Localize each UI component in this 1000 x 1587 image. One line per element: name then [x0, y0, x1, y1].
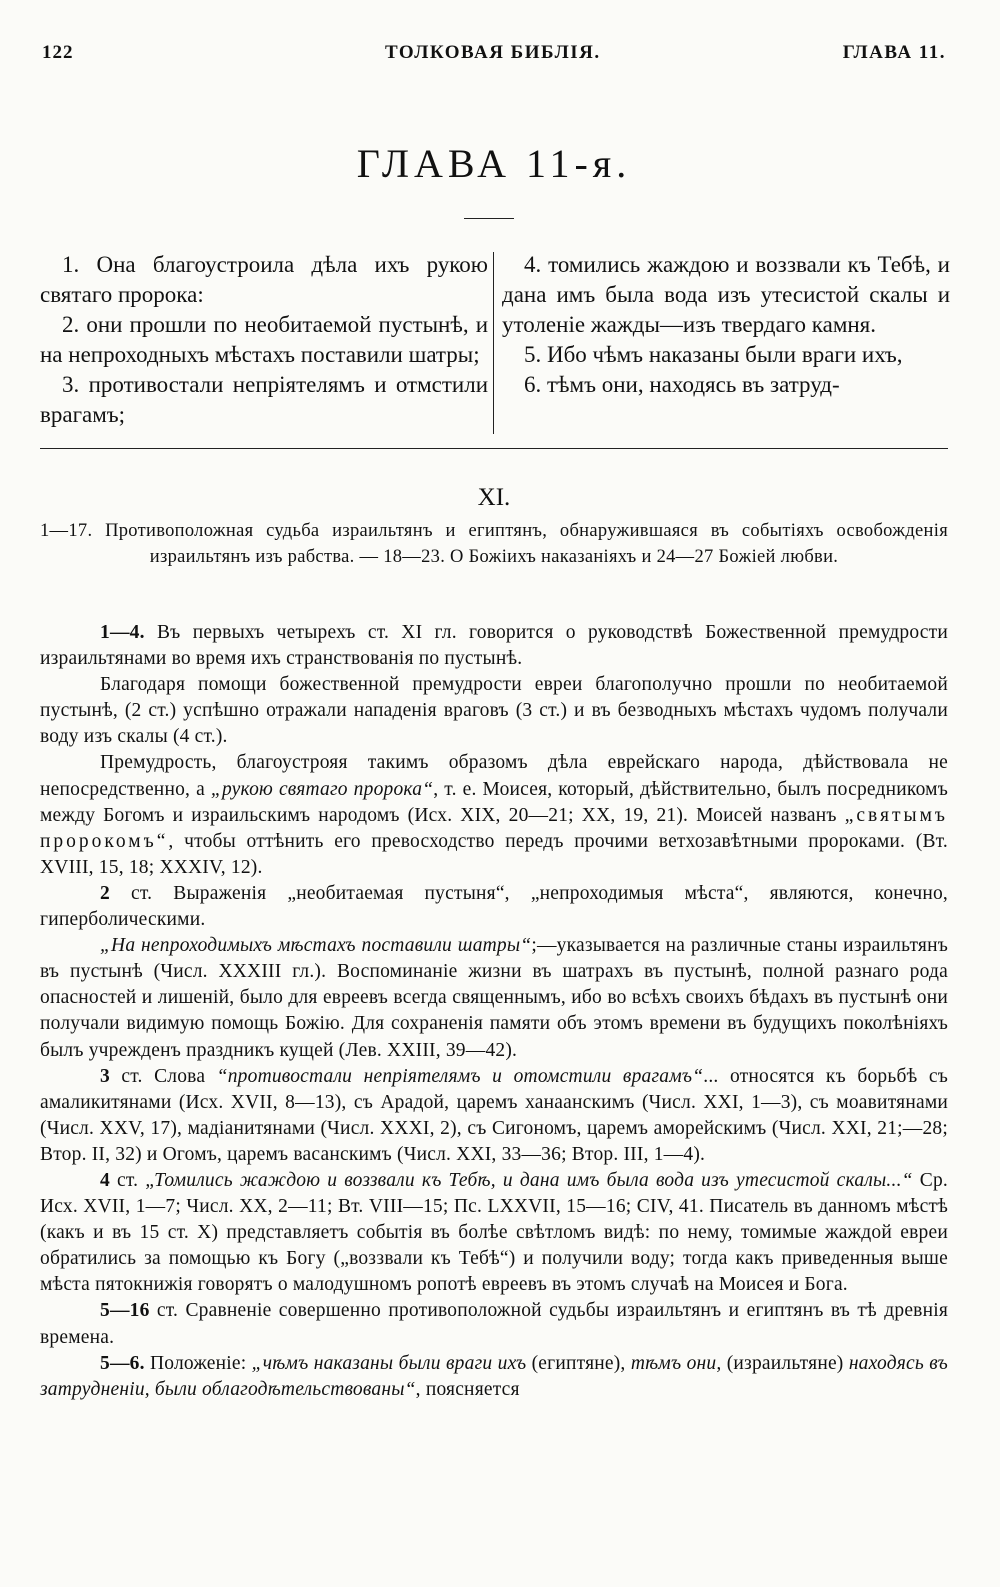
summary-text: 1—17. Противоположная судьба израильтянъ и египтянъ, обнаружившаяся въ событіяхъ освобожденія израильтянъ изъ рабства. — 18—23. О Божіихъ наказаніяхъ и 24—27 Божіей любви.: [40, 521, 948, 567]
verse-6: 6. тѣмъ они, находясь въ затруд-: [524, 372, 840, 397]
verse-2: 2. они прошли по необитаемой пустынѣ, и на непроходныхъ мѣстахъ поставили шатры;: [40, 312, 488, 367]
scripture-right-column: [502, 250, 950, 400]
verse-3: 3. противостали непріятелямъ и отмстили врагамъ;: [40, 372, 488, 427]
chapter-ref: ГЛАВА 11.: [842, 42, 946, 63]
scripture-text: [40, 250, 948, 438]
section-divider: [40, 448, 948, 449]
book-title: ТОЛКОВАЯ БИБЛІЯ.: [385, 42, 601, 63]
commentary-paragraph: „На непроходимыхъ мѣстахъ поставили шатры“;—указывается на различные станы израильтянъ въ пустынѣ (Числ. XXXIII гл.). Воспоминаніе жизни въ шатрахъ въ пустынѣ, полной разнаго рода опасностей и лишеній, было для евреевъ всегда священнымъ, ибо во всѣхъ своихъ бѣдахъ въ пустынѣ они получали видимую помощь Божію. Для сохраненія памяти объ этомъ времени въ будущихъ поколѣніяхъ былъ учрежденъ праздникъ кущей (Лев. XXIII, 39—42).: [40, 935, 948, 1061]
page-number: 122: [42, 42, 74, 63]
column-divider: [493, 252, 494, 434]
verse-label: 2: [100, 882, 110, 904]
chapter-title: ГЛАВА 11-я.: [356, 141, 632, 186]
title-divider: [464, 218, 514, 219]
verse-label: 5—6.: [100, 1352, 145, 1374]
verse-label: 1—4.: [100, 622, 145, 643]
verse-label: 4: [100, 1169, 110, 1191]
commentary-paragraph: Благодаря помощи божественной премудрости евреи благополучно прошли по необитаемой пустынѣ, (2 ст.) успѣшно отражали нападенія враговъ (3 ст.) и въ безводныхъ мѣстахъ чудомъ получали воду изъ скалы (4 ст.).: [40, 674, 948, 748]
running-header: [40, 42, 948, 82]
verse-5: 5. Ибо чѣмъ наказаны были враги ихъ,: [524, 342, 903, 367]
scripture-left-column: [40, 250, 488, 430]
commentary-paragraph: 5—16 ст. Сравненіе совершенно противоположной судьбы израильтянъ и египтянъ въ тѣ древнія времена.: [40, 1300, 948, 1348]
commentary-paragraph: 3 ст. Слова “противостали непріятелямъ и отомстили врагамъ“... относятся къ борьбѣ съ амаликитянами (Исх. XVII, 8—13), съ Арадой, царемъ ханаанскимъ (Числ. XXI, 1—3), съ моавитянами (Числ. XXV, 17), мадіанитянами (Числ. XXXI, 2), съ Сигономъ, царемъ аморейскимъ (Числ. XXI, 21;—28; Втор. II, 32) и Огомъ, царемъ васанскимъ (Числ. XXI, 33—36; Втор. III, 1—4).: [40, 1065, 948, 1165]
section-summary: [40, 518, 948, 570]
commentary-paragraph: 5—6. Положеніе: „чѣмъ наказаны были враги ихъ (египтяне), тѣмъ они, (израильтяне) находясь въ затрудненіи, были облагодѣтельствованы“, поясняется: [40, 1352, 948, 1400]
commentary-paragraph: 1—4. Въ первыхъ четырехъ ст. XI гл. говорится о руководствѣ Божественной премудрости израильтянами во время ихъ странствованія по пустынѣ.: [40, 622, 948, 670]
commentary-paragraph: Премудрость, благоустрояя такимъ образомъ дѣла еврейскаго народа, дѣйствовала не непосредственно, а „рукою святаго пророка“, т. е. Моисея, который, дѣйствительно, былъ посредникомъ между Богомъ и израильскимъ народомъ (Исх. XIX, 20—21; XX, 19, 21). Моисей названъ „святымъ пророкомъ“, чтобы оттѣнить его превосходство передъ прочими ветхозавѣтными пророками. (Вт. XVIII, 15, 18; XXXIV, 12).: [40, 752, 948, 878]
verse-label: 3: [100, 1065, 110, 1087]
verse-1: 1. Она благоустроила дѣла ихъ рукою святаго пророка:: [40, 252, 488, 307]
verse-label: 5—16: [100, 1300, 150, 1322]
commentary: [40, 620, 948, 1403]
section-number: XI.: [477, 484, 511, 511]
verse-4: 4. томились жаждою и воззвали къ Тебѣ, и дана имъ была вода изъ утесистой скалы и утоленіе жажды—изъ твердаго камня.: [502, 252, 950, 337]
commentary-paragraph: 4 ст. „Томились жаждою и воззвали къ Тебѣ, и дана имъ была вода изъ утесистой скалы...“ Ср. Исх. XVII, 1—7; Числ. XX, 2—11; Вт. VIII—15; Пс. LXXVII, 15—16; CIV, 41. Писатель въ данномъ мѣстѣ (какъ и въ 15 ст. X) представляетъ событія въ болѣе свѣтломъ видѣ: по нему, томимые жаждой евреи обратились за помощью къ Богу („воззвали къ Тебѣ“) и получили воду; тогда какъ приведенныя выше мѣста пятокнижія говорятъ о малодушномъ ропотѣ евреевъ въ этомъ случаѣ на Моисея и Бога.: [40, 1169, 948, 1296]
commentary-paragraph: 2 ст. Выраженія „необитаемая пустыня“, „непроходимыя мѣста“, являются, конечно, гиперболическими.: [40, 882, 948, 931]
